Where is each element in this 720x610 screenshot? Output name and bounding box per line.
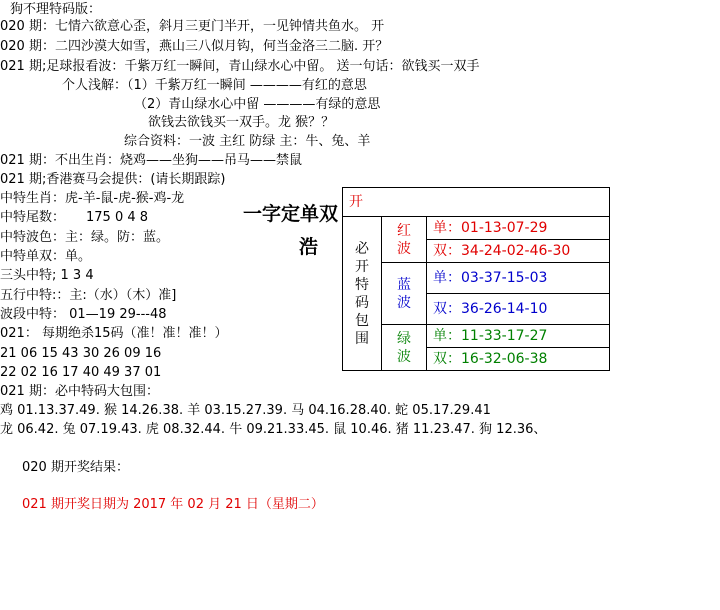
next-draw-date: 021 期开奖日期为 2017 年 02 月 21 日（星期二） bbox=[22, 497, 324, 512]
box-side-label: 必 开 特 码 包 围 bbox=[343, 217, 382, 371]
tail-digits-label: 中特尾数： bbox=[0, 210, 66, 225]
green-even: 双：16-32-06-38 bbox=[427, 348, 610, 371]
box-top-label: 开 bbox=[343, 188, 610, 217]
zodiac-pick: 中特生肖：虎-羊-鼠-虎-猴-鸡-龙 bbox=[0, 191, 185, 206]
line-021-summary: 综合资料：一波 主红 防绿 主：牛、兔、羊 bbox=[124, 134, 371, 149]
element-pick: 五行中特:：主:（水）（木）准] bbox=[0, 288, 177, 303]
line-020-poem-1: 020 期：七情六欲意心歪，斜月三更门半开，一见钟情共鱼水。 开 bbox=[0, 19, 385, 34]
page-title: 狗不理特码版： bbox=[10, 2, 102, 17]
odd-even: 中特单双：单。 bbox=[0, 249, 92, 264]
zodiac-numbers-2: 龙 06.42. 兔 07.19.43. 虎 08.32.44. 牛 09.21.33.45. 鼠 10.46. 猪 11.23.47. 狗 12.36、 bbox=[0, 422, 547, 437]
green-wave-label: 绿 波 bbox=[382, 325, 427, 371]
surround-box bbox=[342, 187, 610, 371]
line-020-poem-2: 020 期：二四沙漠大如雪，燕山三八似月钩，何当金洛三二脑. 开？ bbox=[0, 39, 389, 54]
tail-digits-value: 175 0 4 8 bbox=[86, 210, 149, 225]
green-odd: 单：11-33-17-27 bbox=[427, 325, 610, 348]
blue-odd: 单：03-37-15-03 bbox=[427, 263, 610, 294]
red-odd: 单：01-13-07-29 bbox=[427, 217, 610, 240]
line-021-no-zodiac: 021 期：不出生肖：烧鸡——坐狗——吊马——禁鼠 bbox=[0, 153, 302, 168]
red-wave-label: 红 波 bbox=[382, 217, 427, 263]
headline-odd-even: 一字定单双 bbox=[243, 203, 339, 225]
head-pick: 三头中特; 1 3 4 bbox=[0, 268, 94, 283]
zodiac-numbers-1: 鸡 01.13.37.49. 猴 14.26.38. 羊 03.15.27.39. 马 04.16.28.40. 蛇 05.17.29.41 bbox=[0, 403, 491, 418]
headline-sub: 浩 bbox=[299, 236, 319, 258]
surround-title: 021 期：必中特码大包围： bbox=[0, 384, 159, 399]
range-pick: 波段中特： 01—19 29---48 bbox=[0, 307, 167, 322]
blue-even: 双：36-26-14-10 bbox=[427, 294, 610, 325]
result-title: 020 期开奖结果： bbox=[22, 460, 129, 475]
red-even: 双：34-24-02-46-30 bbox=[427, 240, 610, 263]
line-021-football: 021 期;足球报看波：千紫万红一瞬间，青山绿水心中留。 送一句话：欲钱买一双手 bbox=[0, 59, 480, 74]
blue-wave-label: 蓝 波 bbox=[382, 263, 427, 325]
line-021-explain-3: 欲钱去欲钱买一双手。龙 猴？？ bbox=[148, 115, 335, 130]
line-021-explain-1: 个人浅解：（1）千紫万红一瞬间 ————有红的意思 bbox=[62, 78, 367, 93]
kill-numbers-1: 21 06 15 43 30 26 09 16 bbox=[0, 346, 162, 361]
line-021-explain-2: （2）青山绿水心中留 ————有绿的意思 bbox=[134, 97, 381, 112]
kill-15-title: 021： 每期绝杀15码（准！准！准！） bbox=[0, 326, 228, 341]
line-021-hk-racing: 021 期;香港赛马会提供：(请长期跟踪) bbox=[0, 172, 226, 187]
wave-color: 中特波色：主：绿。防：蓝。 bbox=[0, 230, 170, 245]
kill-numbers-2: 22 02 16 17 40 49 37 01 bbox=[0, 365, 162, 380]
